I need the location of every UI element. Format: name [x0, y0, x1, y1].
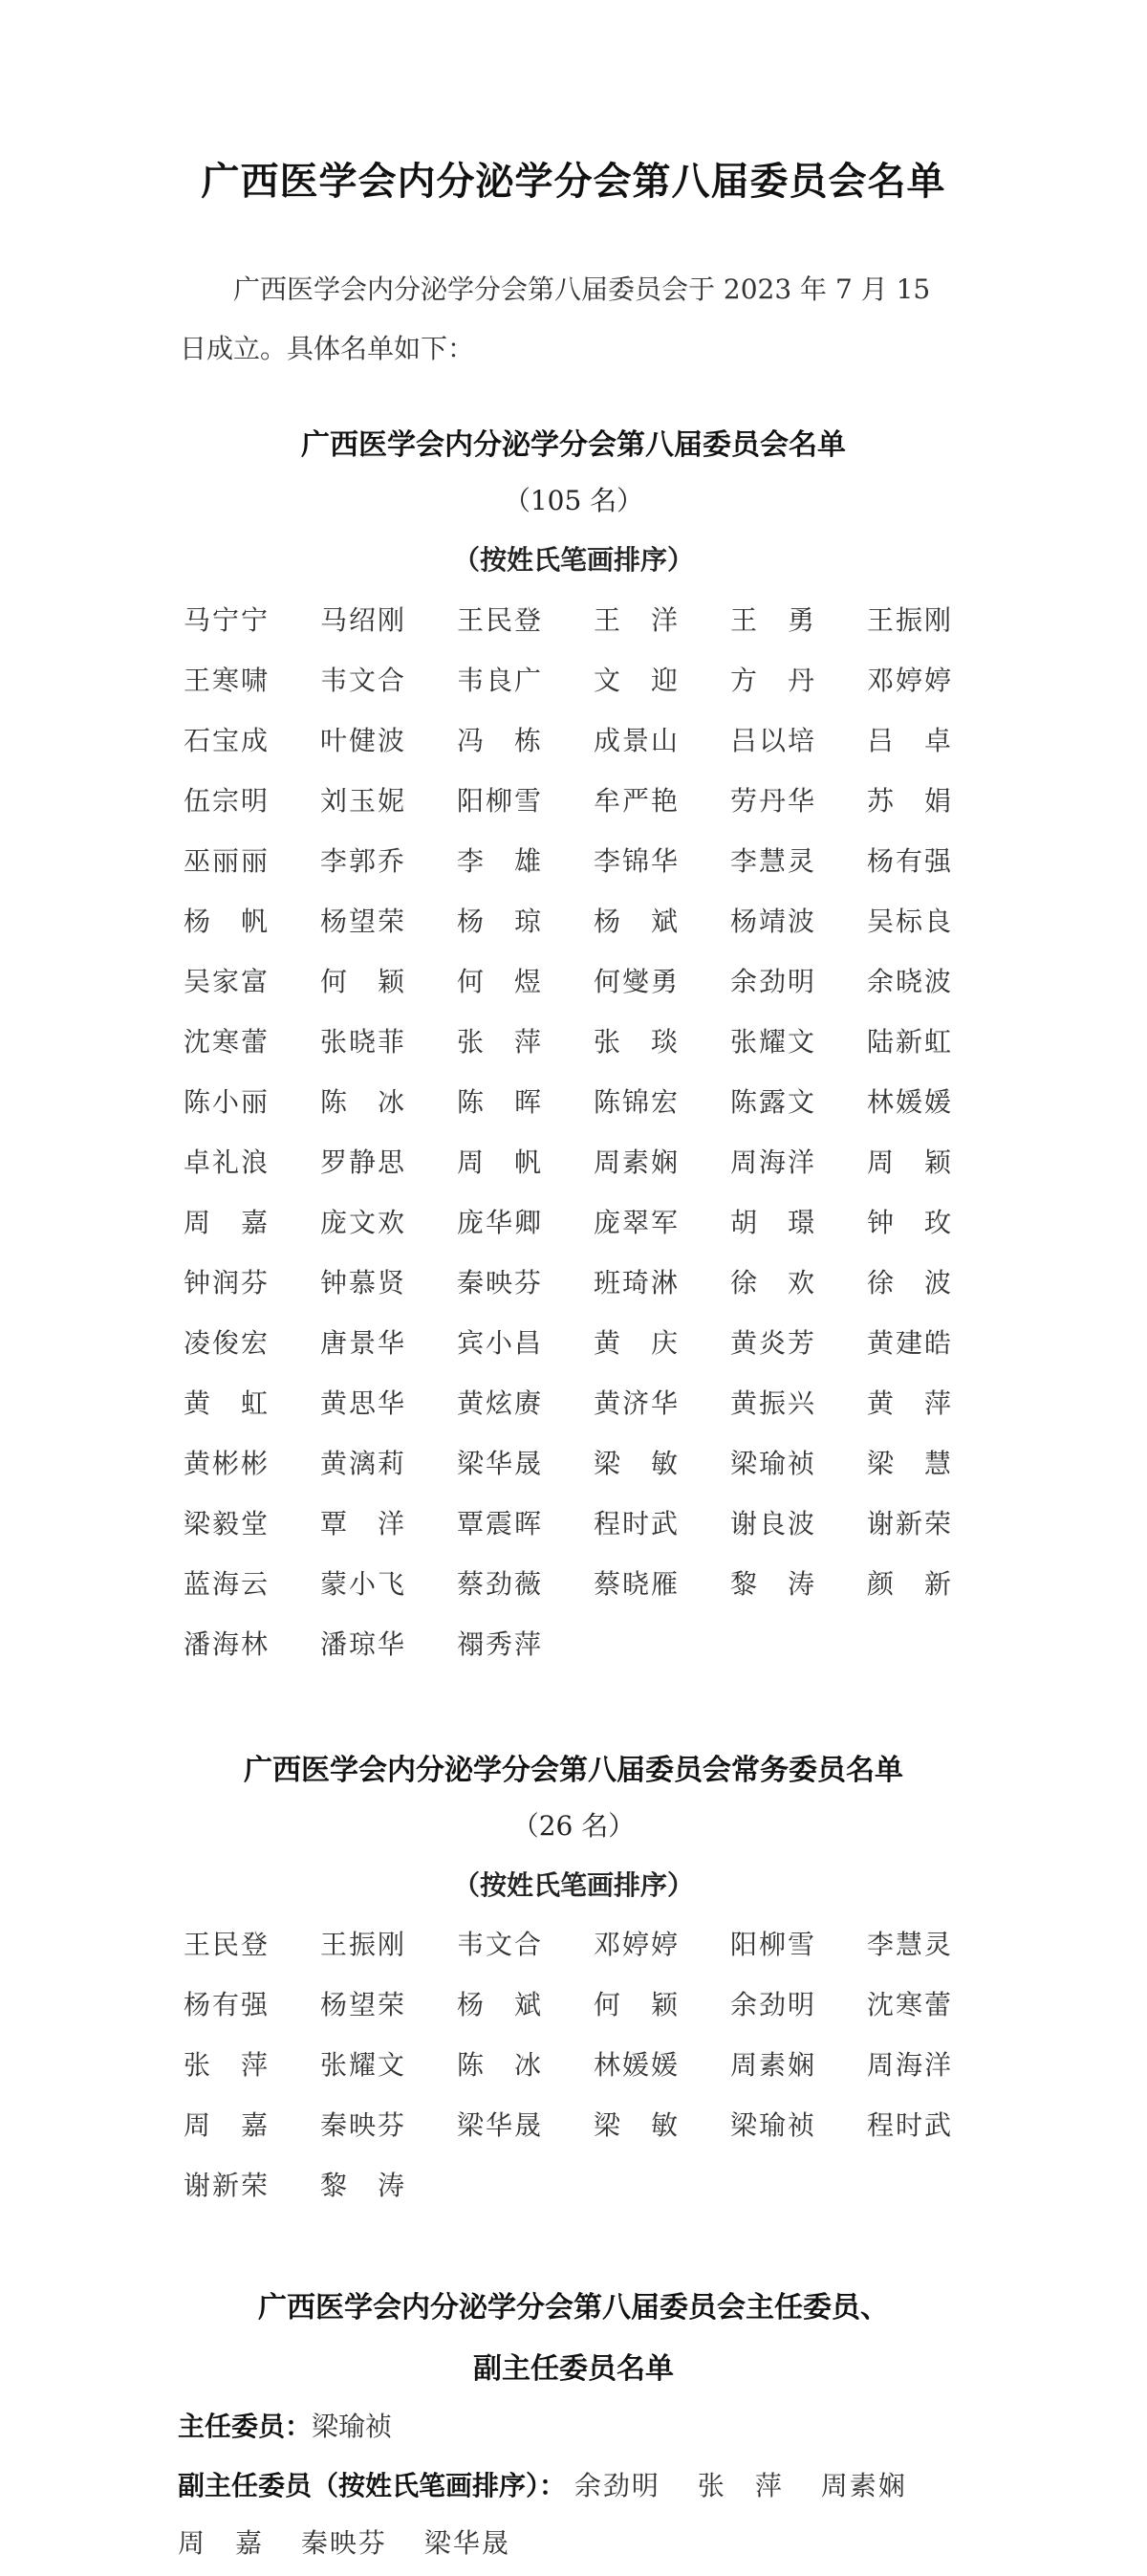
member-name: 周 帆: [457, 1146, 544, 1178]
leadership-title-line-2: 副主任委员名单: [473, 2352, 674, 2386]
member-name: 杨靖波: [730, 906, 817, 937]
member-name: 颜 新: [867, 1568, 954, 1600]
member-name: 潘海林: [184, 1628, 271, 1660]
member-name: 李郭乔: [320, 845, 407, 877]
member-name: 程时武: [867, 2109, 954, 2141]
member-name: 李慧灵: [730, 845, 817, 877]
member-name: 叶健波: [320, 725, 407, 756]
member-name: 周素娴: [730, 2049, 817, 2081]
member-name: 唐景华: [320, 1327, 407, 1359]
committee-count: （105 名）: [503, 485, 644, 516]
member-name: 王民登: [184, 1929, 271, 1960]
member-name: 张 萍: [457, 1026, 544, 1058]
member-name: 王 勇: [730, 604, 817, 636]
member-name: 陈 晖: [457, 1086, 544, 1118]
member-name: 梁瑜祯: [730, 1448, 817, 1479]
member-name: 梁 慧: [867, 1448, 954, 1479]
member-name: 韦良广: [457, 665, 544, 696]
committee-member-grid: [184, 590, 1006, 1674]
member-name: 余劲明: [730, 1989, 817, 2020]
member-name: 冯 栋: [457, 725, 544, 756]
intro-line-2: 日成立。具体名单如下：: [180, 333, 475, 364]
member-name: 黄 虹: [184, 1387, 271, 1419]
member-name: 劳丹华: [730, 785, 817, 817]
member-name: 陈锦宏: [594, 1086, 681, 1118]
member-name: 徐 欢: [730, 1267, 817, 1299]
member-name: 伍宗明: [184, 785, 271, 817]
chair-label: 主任委员：: [178, 2411, 313, 2442]
member-name: 梁瑜祯: [730, 2109, 817, 2141]
member-name: 梁 敏: [594, 1448, 681, 1479]
member-name: 黄 庆: [594, 1327, 681, 1359]
member-name: 凌俊宏: [184, 1327, 271, 1359]
member-name: 王振刚: [320, 1929, 407, 1960]
member-name: 秦映芬: [457, 1267, 544, 1299]
member-name: 卓礼浪: [184, 1146, 271, 1178]
member-name: 钟慕贤: [320, 1267, 407, 1299]
member-name: 李锦华: [594, 845, 681, 877]
member-name: 黎 涛: [730, 1568, 817, 1600]
member-name: 文 迎: [594, 665, 681, 696]
member-name: 张 萍: [184, 2049, 271, 2081]
member-name: 王振刚: [867, 604, 954, 636]
member-name: 陈 冰: [320, 1086, 407, 1118]
vice-chair-name: 周素娴: [820, 2470, 907, 2501]
vice-chair-name: 秦映芬: [300, 2527, 387, 2559]
member-name: 杨有强: [184, 1989, 271, 2020]
vice-chair-name: 余劲明: [574, 2470, 660, 2501]
document-title: 广西医学会内分泌学分会第八届委员会名单: [201, 160, 946, 204]
member-name: 余劲明: [730, 966, 817, 997]
member-name: 李慧灵: [867, 1929, 954, 1960]
member-name: 程时武: [594, 1508, 681, 1539]
member-name: 阳柳雪: [457, 785, 544, 817]
member-name: 陈露文: [730, 1086, 817, 1118]
member-name: 沈寒蕾: [184, 1026, 271, 1058]
member-name: 吕 卓: [867, 725, 954, 756]
vice-chair-label: 副主任委员（按姓氏笔画排序）：: [178, 2470, 567, 2501]
member-name: 巫丽丽: [184, 845, 271, 877]
vice-chair-name: 周 嘉: [178, 2527, 265, 2559]
member-name: 蔡劲薇: [457, 1568, 544, 1600]
member-name: 黄漓莉: [320, 1448, 407, 1479]
member-name: 胡 璟: [730, 1207, 817, 1238]
member-name: 王寒啸: [184, 665, 271, 696]
member-name: 马宁宁: [184, 604, 271, 636]
member-name: 黄振兴: [730, 1387, 817, 1419]
member-name: 方 丹: [730, 665, 817, 696]
committee-order-note: （按姓氏笔画排序）: [452, 544, 694, 576]
member-name: 吴标良: [867, 906, 954, 937]
member-name: 张 琰: [594, 1026, 681, 1058]
member-name: 梁 敏: [594, 2109, 681, 2141]
member-name: 陈 冰: [457, 2049, 544, 2081]
member-name: 黄炫赓: [457, 1387, 544, 1419]
member-name: 吕以培: [730, 725, 817, 756]
member-name: 梁华晟: [457, 1448, 544, 1479]
member-name: 邓婷婷: [867, 665, 954, 696]
member-name: 何 煜: [457, 966, 544, 997]
member-name: 班琦淋: [594, 1267, 681, 1299]
member-name: 庞翠军: [594, 1207, 681, 1238]
member-name: 张耀文: [730, 1026, 817, 1058]
member-name: 王 洋: [594, 604, 681, 636]
member-name: 陈小丽: [184, 1086, 271, 1118]
member-name: 庞华卿: [457, 1207, 544, 1238]
member-name: 何燮勇: [594, 966, 681, 997]
member-name: 杨有强: [867, 845, 954, 877]
member-name: 黎 涛: [320, 2170, 407, 2201]
member-name: 宾小昌: [457, 1327, 544, 1359]
member-name: 蔡晓雁: [594, 1568, 681, 1600]
member-name: 周 颖: [867, 1146, 954, 1178]
member-name: 覃 洋: [320, 1508, 407, 1539]
member-name: 梁华晟: [457, 2109, 544, 2141]
member-name: 何 颖: [320, 966, 407, 997]
member-name: 覃震晖: [457, 1508, 544, 1539]
member-name: 钟 玫: [867, 1207, 954, 1238]
member-name: 黄彬彬: [184, 1448, 271, 1479]
member-name: 周海洋: [730, 1146, 817, 1178]
member-name: 黄 萍: [867, 1387, 954, 1419]
member-name: 周素娴: [594, 1146, 681, 1178]
member-name: 钟润芬: [184, 1267, 271, 1299]
member-name: 杨 帆: [184, 906, 271, 937]
standing-member-grid: [184, 1914, 1006, 2216]
member-name: 梁毅堂: [184, 1508, 271, 1539]
member-name: 黄建皓: [867, 1327, 954, 1359]
member-name: 韦文合: [457, 1929, 544, 1960]
member-name: 杨 斌: [457, 1989, 544, 2020]
member-name: 杨 斌: [594, 906, 681, 937]
chair-line: [178, 2406, 392, 2444]
member-name: 秦映芬: [320, 2109, 407, 2141]
member-name: 苏 娟: [867, 785, 954, 817]
member-name: 谢新荣: [867, 1508, 954, 1539]
member-name: 阳柳雪: [730, 1929, 817, 1960]
member-name: 马绍刚: [320, 604, 407, 636]
member-name: 沈寒蕾: [867, 1989, 954, 2020]
member-name: 周海洋: [867, 2049, 954, 2081]
member-name: 成景山: [594, 725, 681, 756]
member-name: 林媛媛: [594, 2049, 681, 2081]
member-name: 杨望荣: [320, 1989, 407, 2020]
member-name: 谢良波: [730, 1508, 817, 1539]
member-name: 牟严艳: [594, 785, 681, 817]
member-name: 张耀文: [320, 2049, 407, 2081]
chair-name: 梁瑜祯: [312, 2411, 393, 2442]
member-name: 蒙小飞: [320, 1568, 407, 1600]
member-name: 庞文欢: [320, 1207, 407, 1238]
member-name: 黄济华: [594, 1387, 681, 1419]
member-name: 潘琼华: [320, 1628, 407, 1660]
member-name: 余晓波: [867, 966, 954, 997]
member-name: 吴家富: [184, 966, 271, 997]
member-name: 周 嘉: [184, 2109, 271, 2141]
member-name: 王民登: [457, 604, 544, 636]
member-name: 何 颖: [594, 1989, 681, 2020]
member-name: 罗静思: [320, 1146, 407, 1178]
vice-chair-line-1: [178, 2465, 936, 2503]
member-name: 邓婷婷: [594, 1929, 681, 1960]
member-name: 林媛媛: [867, 1086, 954, 1118]
member-name: 黄思华: [320, 1387, 407, 1419]
vice-chair-name: 张 萍: [697, 2470, 784, 2501]
intro-line-1: 广西医学会内分泌学分会第八届委员会于 2023 年 7 月 15: [233, 273, 931, 305]
member-name: 谢新荣: [184, 2170, 271, 2201]
member-name: 禤秀萍: [457, 1628, 544, 1660]
standing-order-note: （按姓氏笔画排序）: [452, 1869, 694, 1901]
member-name: 张晓菲: [320, 1026, 407, 1058]
member-name: 徐 波: [867, 1267, 954, 1299]
member-name: 蓝海云: [184, 1568, 271, 1600]
member-name: 杨 琼: [457, 906, 544, 937]
member-name: 杨望荣: [320, 906, 407, 937]
member-name: 韦文合: [320, 665, 407, 696]
standing-title: 广西医学会内分泌学分会第八届委员会常务委员名单: [244, 1754, 903, 1787]
committee-title: 广西医学会内分泌学分会第八届委员会名单: [301, 428, 846, 462]
vice-chair-name: 梁华晟: [423, 2527, 510, 2559]
member-name: 陆新虹: [867, 1026, 954, 1058]
member-name: 周 嘉: [184, 1207, 271, 1238]
member-name: 刘玉妮: [320, 785, 407, 817]
vice-chair-line-2: [178, 2522, 539, 2561]
leadership-title-line-1: 广西医学会内分泌学分会第八届委员会主任委员、: [258, 2291, 889, 2325]
member-name: 石宝成: [184, 725, 271, 756]
standing-count: （26 名）: [511, 1810, 636, 1842]
member-name: 黄炎芳: [730, 1327, 817, 1359]
member-name: 李 雄: [457, 845, 544, 877]
